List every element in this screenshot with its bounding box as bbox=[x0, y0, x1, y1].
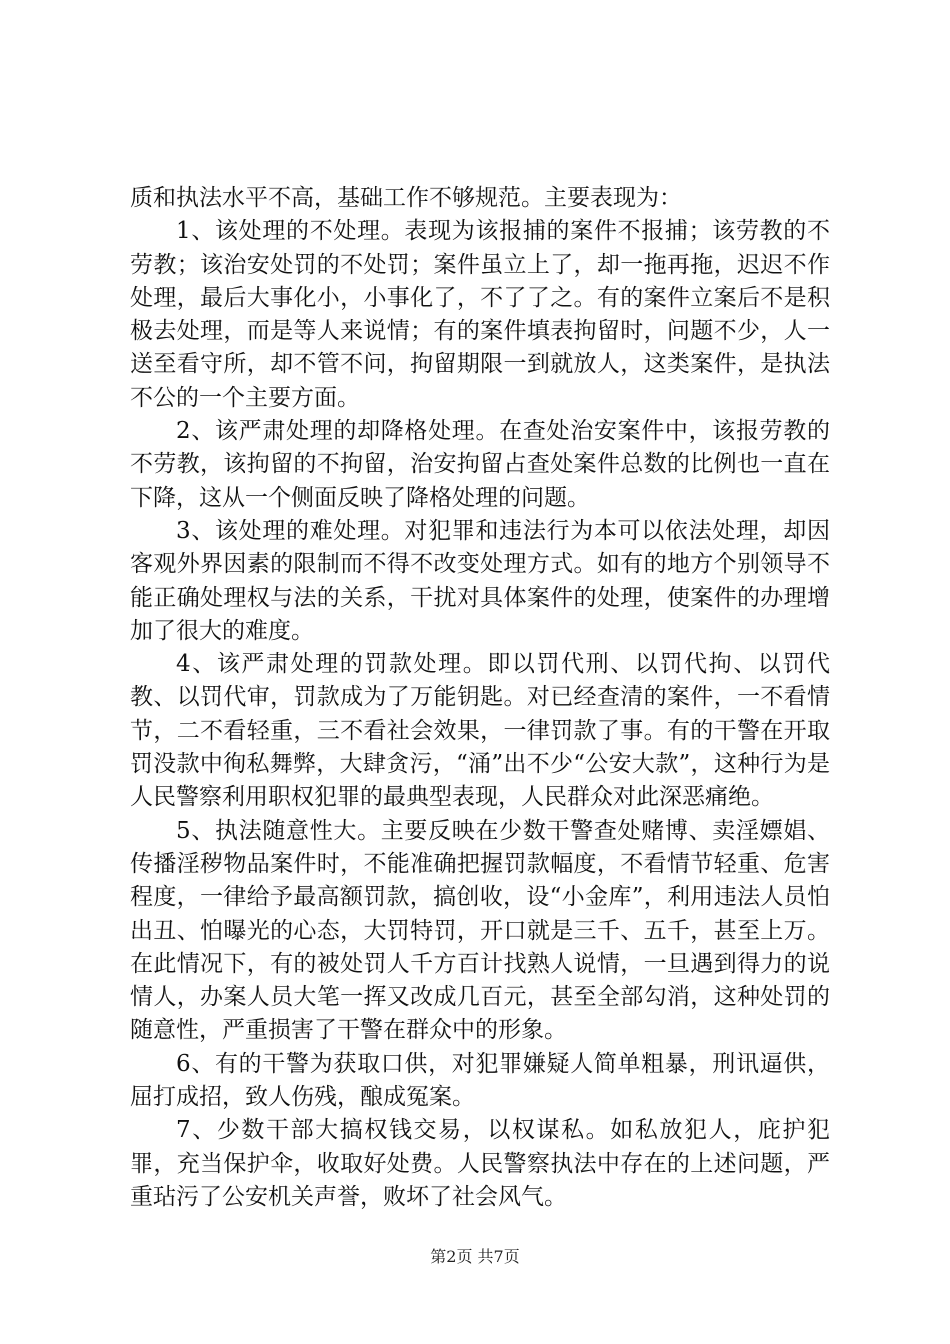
paragraph-item-5: 5、执法随意性大。主要反映在少数干警查处赌博、卖淫嫖娼、传播淫秽物品案件时，不能准确把握罚款幅度，不看情节轻重、危害程度，一律给予最高额罚款，搞创收，设“小金库”，利用违法人员怕出丑、怕曝光的心态，大罚特罚，开口就是三千、五千，甚至上万。在此情况下，有的被处罚人千方百计找熟人说情，一旦遇到得力的说情人，办案人员大笔一挥又改成几百元，甚至全部勾消，这种处罚的随意性，严重损害了干警在群众中的形象。 bbox=[130, 817, 830, 1044]
paragraph-item-2: 2、该严肃处理的却降格处理。在查处治安案件中，该报劳教的不劳教，该拘留的不拘留，治安拘留占查处案件总数的比例也一直在下降，这从一个侧面反映了降格处理的问题。 bbox=[130, 418, 830, 511]
paragraph-item-4: 4、该严肃处理的罚款处理。即以罚代刑、以罚代拘、以罚代教、以罚代审，罚款成为了万能钥匙。对已经查清的案件，一不看情节，二不看轻重，三不看社会效果，一律罚款了事。有的干警在开取罚没款中徇私舞弊，大肆贪污，“涌”出不少“公安大款”，这种行为是人民警察利用职权犯罪的最典型表现，人民群众对此深恶痛绝。 bbox=[130, 651, 830, 811]
paragraph-item-1: 1、该处理的不处理。表现为该报捕的案件不报捕；该劳教的不劳教；该治安处罚的不处罚；案件虽立上了，却一拖再拖，迟迟不作处理，最后大事化小，小事化了，不了了之。有的案件立案后不是积极去处理，而是等人来说情；有的案件填表拘留时，问题不少，人一送至看守所，却不管不问，拘留期限一到就放人，这类案件，是执法不公的一个主要方面。 bbox=[130, 218, 830, 411]
document-body bbox=[130, 182, 830, 1214]
paragraph-continuation: 质和执法水平不高，基础工作不够规范。主要表现为： bbox=[130, 185, 682, 211]
page-number-footer: 第2页 共7页 bbox=[430, 1247, 520, 1266]
paragraph-item-7: 7、少数干部大搞权钱交易，以权谋私。如私放犯人，庇护犯罪，充当保护伞，收取好处费。人民警察执法中存在的上述问题，严重玷污了公安机关声誉，败坏了社会风气。 bbox=[130, 1117, 830, 1210]
paragraph-item-6: 6、有的干警为获取口供，对犯罪嫌疑人简单粗暴，刑讯逼供，屈打成招，致人伤残，酿成冤案。 bbox=[130, 1050, 830, 1111]
paragraph-item-3: 3、该处理的难处理。对犯罪和违法行为本可以依法处理，却因客观外界因素的限制而不得不改变处理方式。如有的地方个别领导不能正确处理权与法的关系，干扰对具体案件的处理，使案件的办理增加了很大的难度。 bbox=[130, 517, 830, 644]
